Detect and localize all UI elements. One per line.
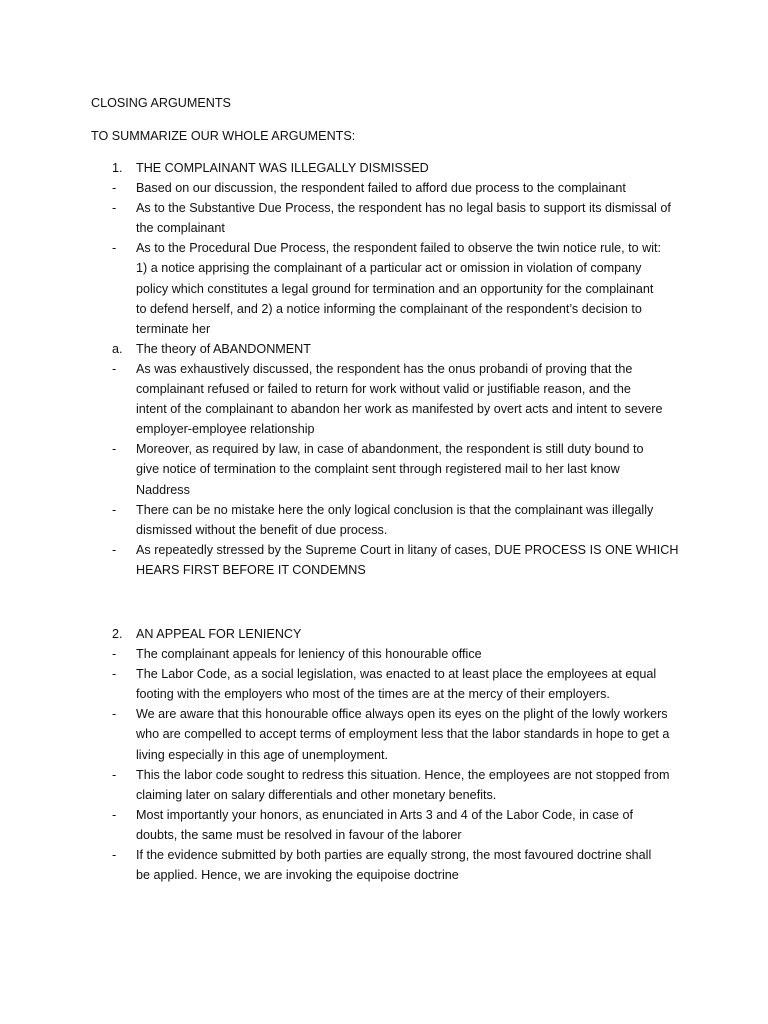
list-item-text: The theory of ABANDONMENT — [136, 341, 311, 356]
list-marker: - — [112, 667, 117, 682]
list-item-text: The Labor Code, as a social legislation, was enacted to at least place the employees at equal footing with the employers who most of the times are at the mercy of their employers. — [136, 667, 657, 702]
document-intro: TO SUMMARIZE OUR WHOLE ARGUMENTS: — [91, 129, 356, 143]
list-marker: - — [112, 241, 117, 256]
list-item — [112, 624, 728, 644]
document-title: CLOSING ARGUMENTS — [91, 96, 231, 110]
list-item-text: As repeatedly stressed by the Supreme Court in litany of cases, DUE PROCESS IS ONE WHICH HEARS FIRST BEFORE IT CONDEMNS — [136, 542, 679, 577]
list-item — [112, 845, 728, 885]
list-marker: a. — [112, 341, 123, 356]
list-item-text: As to the Procedural Due Process, the respondent failed to observe the twin notice rule, to wit: 1) a notice apprising the complainant of a particular act or omission in violation of company policy which constitutes a legal ground for termination and an opportunity for the complainant to defend herself, and 2) a notice informing the complainant of the respondent’s decision to terminate her — [136, 241, 662, 336]
list-item-text: There can be no mistake here the only logical conclusion is that the complainant was illegally dismissed without the benefit of due process. — [136, 502, 654, 537]
list-marker: 1. — [112, 161, 123, 175]
list-item — [112, 540, 728, 580]
list-item — [112, 644, 728, 664]
list-item — [112, 500, 728, 540]
list-marker: - — [112, 502, 117, 517]
list-item — [112, 359, 728, 439]
list-item — [112, 178, 728, 198]
list-item-text: As was exhaustively discussed, the respondent has the onus probandi of proving that the complainant refused or failed to return for work without valid or justifiable reason, and the intent of the complainant to abandon her work as manifested by overt acts and intent to severe employer-employee relationship — [136, 361, 663, 437]
list-item-text: If the evidence submitted by both parties are equally strong, the most favoured doctrine shall be applied. Hence, we are invoking the equipoise doctrine — [136, 848, 652, 883]
list-item-text: This the labor code sought to redress this situation. Hence, the employees are not stopped from claiming later on salary differentials and other monetary benefits. — [136, 767, 670, 802]
list-marker: 2. — [112, 627, 123, 641]
list-item — [112, 439, 728, 499]
list-item — [112, 238, 728, 338]
list-item — [112, 765, 728, 805]
list-marker: - — [112, 201, 117, 216]
list-item-text: Most importantly your honors, as enunciated in Arts 3 and 4 of the Labor Code, in case of doubts, the same must be resolved in favour of the laborer — [136, 807, 634, 842]
section-appeal-for-leniency — [112, 624, 728, 885]
list-marker: - — [112, 707, 117, 722]
list-marker: - — [112, 542, 117, 557]
list-marker: - — [112, 647, 117, 662]
list-item-text: As to the Substantive Due Process, the respondent has no legal basis to support its dismissal of the complainant — [136, 201, 671, 236]
section-illegal-dismissal — [112, 158, 728, 580]
list-item-text: AN APPEAL FOR LENIENCY — [136, 627, 302, 641]
list-item-text: Moreover, as required by law, in case of abandonment, the respondent is still duty bound to give notice of termination to the complaint sent through registered mail to her last know Naddress — [136, 442, 644, 497]
list-item — [112, 664, 728, 704]
list-marker: - — [112, 181, 117, 196]
list-item — [112, 158, 728, 178]
list-item-text: Based on our discussion, the respondent failed to afford due process to the complainant — [136, 181, 626, 196]
list-marker: - — [112, 442, 117, 457]
list-marker: - — [112, 807, 117, 822]
list-item — [112, 805, 728, 845]
list-marker: - — [112, 767, 117, 782]
list-item-text: THE COMPLAINANT WAS ILLEGALLY DISMISSED — [136, 161, 429, 175]
list-item — [112, 339, 728, 359]
list-marker: - — [112, 361, 117, 376]
list-item — [112, 198, 728, 238]
list-marker: - — [112, 848, 117, 863]
list-item-text: The complainant appeals for leniency of this honourable office — [136, 647, 482, 662]
list-item — [112, 704, 728, 764]
list-item-text: We are aware that this honourable office always open its eyes on the plight of the lowly workers who are compelled to accept terms of employment less that the labor standards in hope to get a living especially in this age of unemployment. — [136, 707, 670, 762]
